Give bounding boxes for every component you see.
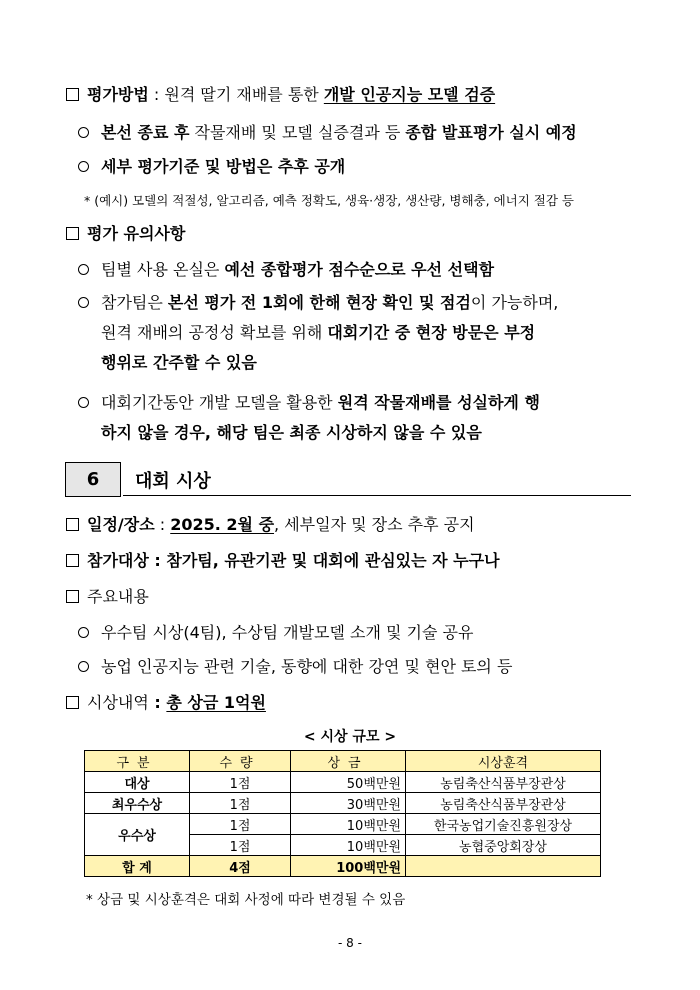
eval-caution-label: 평가 유의사항 [87,224,186,243]
section-divider [123,495,631,496]
eval-method-text: 원격 딸기 재배를 통한 [164,85,324,104]
table-header: 시상훈격 [406,751,601,772]
table-row: 최우수상 1점 30백만원 농림축산식품부장관상 [85,793,601,814]
table-row: 우수상 1점 10백만원 한국농업기술진흥원장상 [85,814,601,835]
circle-bullet-icon [78,264,89,275]
caution-item-1: 팀별 사용 온실은 예선 종합평가 점수순으로 우선 선택함 [78,259,494,281]
table-header: 수량 [190,751,291,772]
square-bullet-icon [66,554,79,567]
caution-item-3: 대회기간동안 개발 모델을 활용한 원격 작물재배를 성실하게 행 [78,392,540,414]
caution-item-2-cont: 원격 재배의 공정성 확보를 위해 대회기간 중 현장 방문은 부정 [101,323,536,342]
eval-method-item-1: 본선 종료 후 작물재배 및 모델 실증결과 등 종합 발표평가 실시 예정 [78,122,577,144]
eval-method-line: 평가방법 : 원격 딸기 재배를 통한 개발 인공지능 모델 검증 [66,84,495,106]
prize-table [84,750,601,877]
circle-bullet-icon [78,161,89,172]
caution-item-3-cont: 하지 않을 경우, 해당 팀은 최종 시상하지 않을 수 있음 [101,423,482,442]
award-line: 시상내역 : 총 상금 1억원 [66,692,266,714]
square-bullet-icon [66,227,79,240]
circle-bullet-icon [78,627,89,638]
caution-item-2-cont2: 행위로 간주할 수 있음 [101,353,257,372]
eval-method-item-2: 세부 평가기준 및 방법은 추후 공개 [78,156,345,178]
content-item-1: 우수팀 시상(4팀), 수상팀 개발모델 소개 및 기술 공유 [78,622,473,644]
table-total-row: 합 계 4점 100백만원 [85,856,601,877]
eval-method-label: 평가방법 [87,85,149,104]
table-header: 구분 [85,751,190,772]
square-bullet-icon [66,88,79,101]
target-line: 참가대상 : 참가팀, 유관기관 및 대회에 관심있는 자 누구나 [66,550,500,572]
eval-method-emphasis: 개발 인공지능 모델 검증 [323,85,496,104]
content-line: 주요내용 [66,586,149,608]
section-number-box: 6 [65,462,121,497]
footnote: * 상금 및 시상훈격은 대회 사정에 따라 변경될 수 있음 [86,892,406,908]
eval-example-note: * (예시) 모델의 적절성, 알고리즘, 예측 정확도, 생육·생장, 생산량, 병해충, 에너지 절감 등 [84,193,574,208]
schedule-line: 일정/장소 : 2025. 2월 중, 세부일자 및 장소 추후 공지 [66,514,475,536]
content-item-2: 농업 인공지능 관련 기술, 동향에 대한 강연 및 현안 토의 등 [78,656,512,678]
circle-bullet-icon [78,127,89,138]
table-row: 대상 1점 50백만원 농림축산식품부장관상 [85,772,601,793]
circle-bullet-icon [78,297,89,308]
page-number: - 8 - [338,936,362,950]
circle-bullet-icon [78,397,89,408]
table-caption: < 시상 규모 > [303,729,397,745]
square-bullet-icon [66,518,79,531]
table-row: 1점 10백만원 농협중앙회장상 [85,835,601,856]
section-title: 대회 시상 [135,471,211,492]
caution-item-2: 참가팀은 본선 평가 전 1회에 한해 현장 확인 및 점검이 가능하며, [78,292,558,314]
table-header-row [85,751,601,772]
table-header: 상금 [291,751,406,772]
square-bullet-icon [66,696,79,709]
square-bullet-icon [66,590,79,603]
circle-bullet-icon [78,661,89,672]
eval-caution-line [66,223,185,245]
